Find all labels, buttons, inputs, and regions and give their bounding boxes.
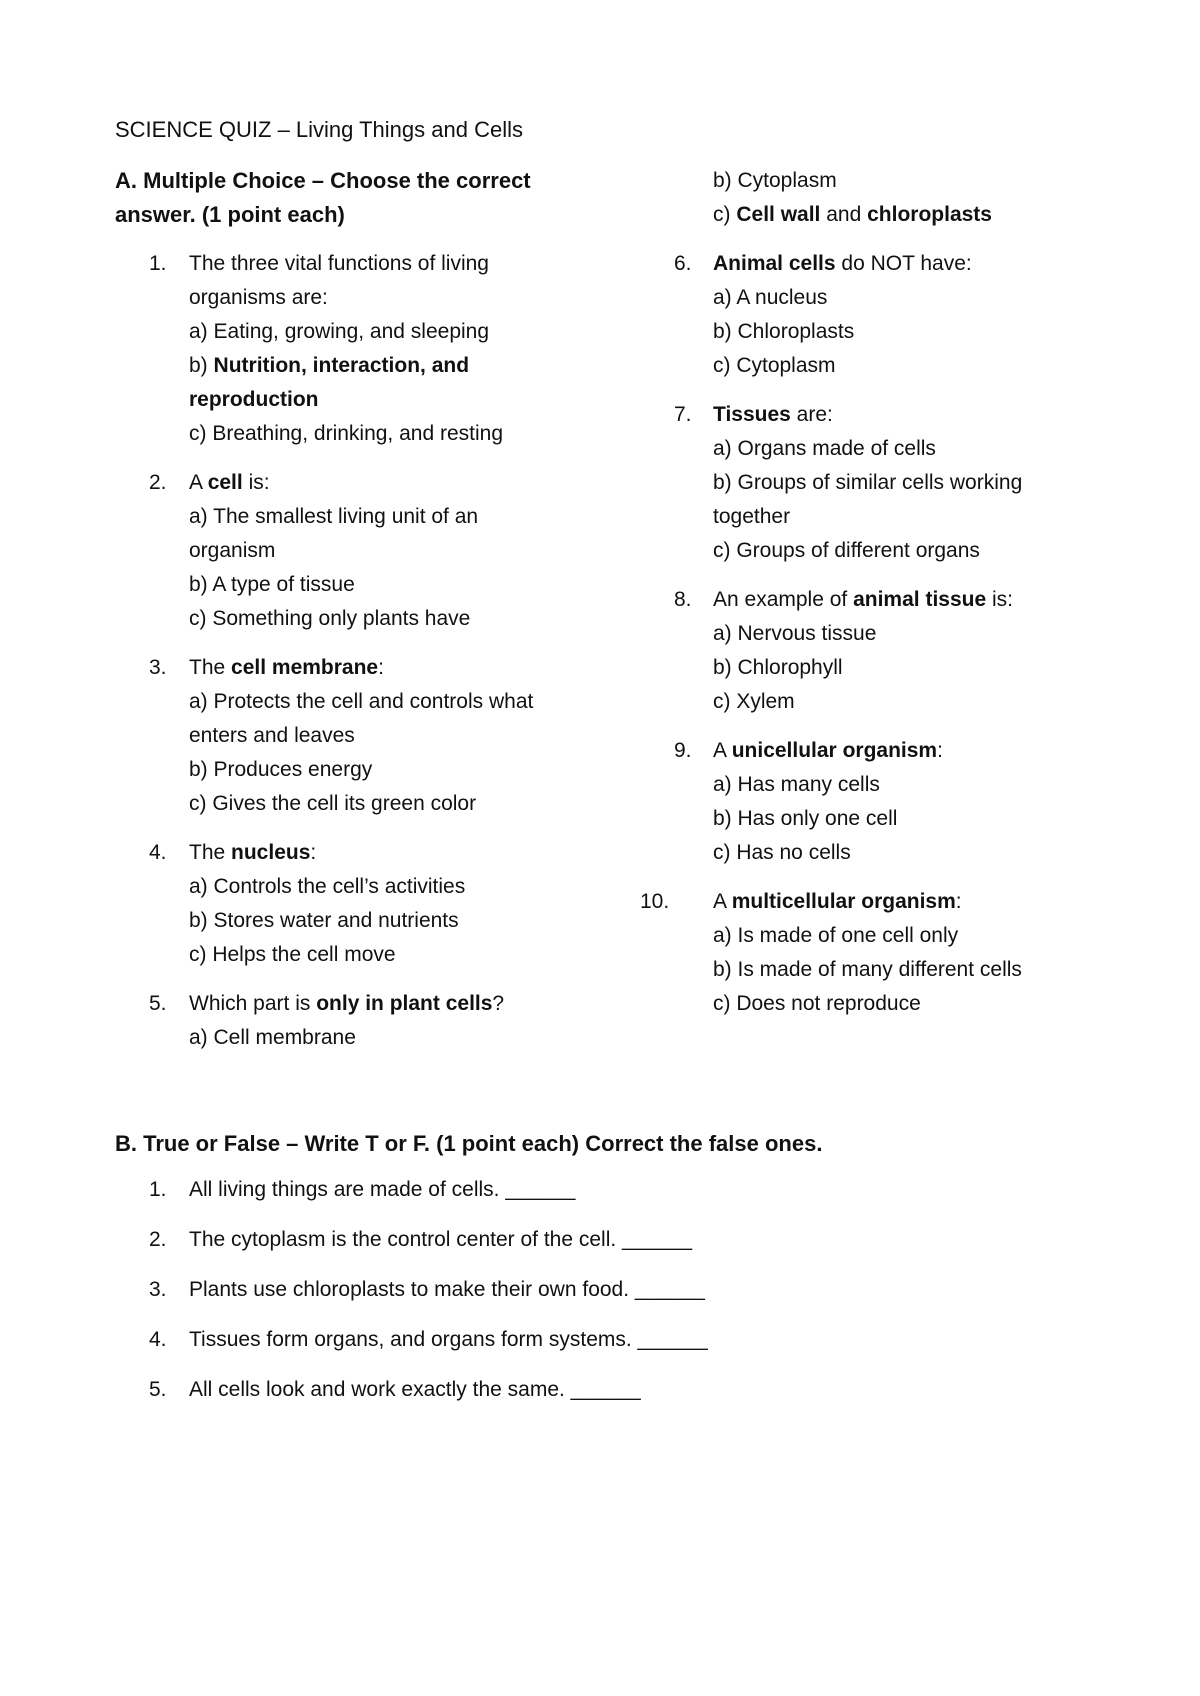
stem-bold: nucleus xyxy=(231,841,311,864)
stem-bold: only in plant cells xyxy=(316,992,493,1015)
option-b-prefix: b) xyxy=(189,354,208,377)
question-number: 2. xyxy=(149,471,167,494)
right-column xyxy=(640,164,1110,1036)
question-stem xyxy=(189,987,575,1021)
option-c: c) Gives the cell its green color xyxy=(189,792,477,815)
option-a: a) Nervous tissue xyxy=(713,622,877,645)
question-7 xyxy=(640,398,1110,568)
stem-text: A xyxy=(189,471,202,494)
option-a: a) Controls the cell’s activities xyxy=(189,875,466,898)
option-c-text: and xyxy=(826,203,862,226)
stem-text: An example of xyxy=(713,588,848,611)
stem-text: A xyxy=(713,890,726,913)
stem-text: do NOT have: xyxy=(841,252,972,275)
stem-text: The xyxy=(189,656,226,679)
option-b: b) Chloroplasts xyxy=(713,320,855,343)
option-c: c) Helps the cell move xyxy=(189,943,396,966)
item-text: The cytoplasm is the control center of the cell. ______ xyxy=(189,1228,693,1251)
question-number: 8. xyxy=(674,588,692,611)
section-a-heading xyxy=(115,164,575,232)
stem-text: The xyxy=(189,841,226,864)
question-number: 9. xyxy=(674,739,692,762)
option-a: a) Has many cells xyxy=(713,773,880,796)
section-b-heading: B. True or False – Write T or F. (1 point each) Correct the false ones. xyxy=(115,1131,823,1156)
stem-text: is: xyxy=(992,588,1013,611)
question-number: 10. xyxy=(640,890,670,913)
question-stem xyxy=(713,734,1110,768)
question-number: 6. xyxy=(674,252,692,275)
stem-text: ? xyxy=(492,992,505,1015)
option-a: a) Organs made of cells xyxy=(713,437,936,460)
question-5 xyxy=(115,987,575,1055)
question-6 xyxy=(640,247,1110,383)
question-stem-cont: organisms are: xyxy=(189,286,328,309)
true-false-item xyxy=(115,1273,1115,1307)
question-number: 4. xyxy=(149,841,167,864)
true-false-item xyxy=(115,1173,1115,1207)
stem-bold: cell xyxy=(207,471,243,494)
option-a: a) Eating, growing, and sleeping xyxy=(189,320,490,343)
left-column xyxy=(115,164,575,1070)
section-a-heading-line2: answer. (1 point each) xyxy=(115,202,345,227)
option-a: a) Protects the cell and controls what xyxy=(189,690,534,713)
stem-bold: Tissues xyxy=(713,403,791,426)
option-c-bold: chloroplasts xyxy=(867,203,992,226)
question-stem xyxy=(713,247,1110,281)
stem-text: : xyxy=(378,656,384,679)
option-b: b) A type of tissue xyxy=(189,573,355,596)
option-a: a) Is made of one cell only xyxy=(713,924,959,947)
stem-bold: unicellular organism xyxy=(731,739,938,762)
question-9 xyxy=(640,734,1110,870)
question-stem xyxy=(713,885,1110,919)
item-text: Plants use chloroplasts to make their own food. ______ xyxy=(189,1278,705,1301)
option-c: c) Breathing, drinking, and resting xyxy=(189,422,504,445)
question-number: 3. xyxy=(149,656,167,679)
option-a: a) The smallest living unit of an xyxy=(189,505,479,528)
option-b: b) Has only one cell xyxy=(713,807,898,830)
option-c-prefix: c) xyxy=(713,203,731,226)
stem-text: Which part is xyxy=(189,992,311,1015)
option-a-cont: enters and leaves xyxy=(189,724,355,747)
option-c: c) Has no cells xyxy=(713,841,851,864)
question-stem xyxy=(713,583,1110,617)
option-c: c) Xylem xyxy=(713,690,795,713)
item-text: All cells look and work exactly the same. ______ xyxy=(189,1378,641,1401)
section-a-heading-line1: A. Multiple Choice – Choose the correct xyxy=(115,168,531,193)
option-b: b) Stores water and nutrients xyxy=(189,909,459,932)
option-b: b) Chlorophyll xyxy=(713,656,843,679)
question-stem xyxy=(713,398,1110,432)
section-b xyxy=(115,1127,1115,1423)
item-number: 4. xyxy=(149,1328,167,1351)
option-c: c) Does not reproduce xyxy=(713,992,921,1015)
stem-bold: cell membrane xyxy=(231,656,379,679)
stem-text: : xyxy=(937,739,943,762)
stem-bold: multicellular organism xyxy=(731,890,956,913)
question-1 xyxy=(115,247,575,451)
option-c xyxy=(713,198,1110,232)
question-number: 1. xyxy=(149,252,167,275)
question-stem: The three vital functions of living xyxy=(189,252,489,275)
option-a-cont: organism xyxy=(189,539,276,562)
stem-bold: animal tissue xyxy=(853,588,987,611)
question-stem xyxy=(189,466,575,500)
question-number: 7. xyxy=(674,403,692,426)
item-text: Tissues form organs, and organs form systems. ______ xyxy=(189,1328,708,1351)
option-a: a) Cell membrane xyxy=(189,1026,356,1049)
question-number: 5. xyxy=(149,992,167,1015)
option-c: c) Something only plants have xyxy=(189,607,471,630)
option-b: b) Cytoplasm xyxy=(713,169,837,192)
option-b: b) Is made of many different cells xyxy=(713,958,1022,981)
option-b xyxy=(189,349,575,383)
item-text: All living things are made of cells. ______ xyxy=(189,1178,576,1201)
question-4 xyxy=(115,836,575,972)
true-false-item xyxy=(115,1373,1115,1407)
item-number: 5. xyxy=(149,1378,167,1401)
stem-text: are: xyxy=(796,403,833,426)
stem-text: is: xyxy=(248,471,270,494)
true-false-item xyxy=(115,1223,1115,1257)
question-2 xyxy=(115,466,575,636)
option-b-cont: reproduction xyxy=(189,388,319,411)
option-b-bold: Nutrition, interaction, and xyxy=(213,354,470,377)
question-stem xyxy=(189,651,575,685)
option-b-cont: together xyxy=(713,505,791,528)
stem-text: : xyxy=(955,890,962,913)
question-3 xyxy=(115,651,575,821)
item-number: 3. xyxy=(149,1278,167,1301)
stem-text: A xyxy=(713,739,726,762)
option-c-bold: Cell wall xyxy=(736,203,821,226)
option-b: b) Groups of similar cells working xyxy=(713,471,1023,494)
item-number: 1. xyxy=(149,1178,167,1201)
stem-text: : xyxy=(310,841,317,864)
question-10 xyxy=(640,885,1110,1021)
question-5-continued xyxy=(640,164,1110,232)
option-a: a) A nucleus xyxy=(713,286,828,309)
item-number: 2. xyxy=(149,1228,167,1251)
option-c: c) Groups of different organs xyxy=(713,539,980,562)
true-false-item xyxy=(115,1323,1115,1357)
question-stem xyxy=(189,836,575,870)
page-title: SCIENCE QUIZ – Living Things and Cells xyxy=(115,117,523,142)
option-b: b) Produces energy xyxy=(189,758,373,781)
stem-bold: Animal cells xyxy=(713,252,836,275)
option-c: c) Cytoplasm xyxy=(713,354,836,377)
question-8 xyxy=(640,583,1110,719)
